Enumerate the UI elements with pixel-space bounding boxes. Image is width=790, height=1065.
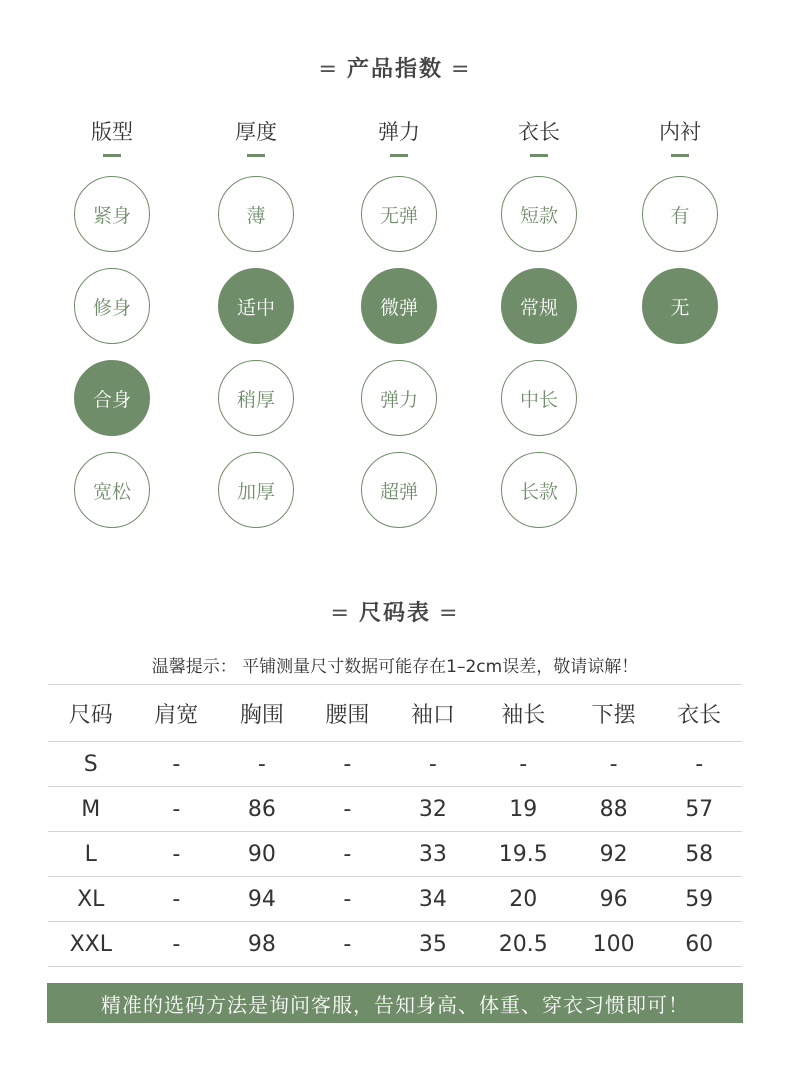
option-circle: 有	[642, 176, 718, 252]
size-table-header-cell: 袖长	[476, 685, 571, 742]
size-value-cell: 100	[571, 922, 657, 967]
size-value-cell: 58	[656, 832, 742, 877]
size-chart-title-text: 尺码表	[358, 601, 431, 626]
size-value-cell: 88	[571, 787, 657, 832]
sizing-advice-banner: 精准的选码方法是询问客服，告知身高、体重、穿衣习惯即可！	[47, 983, 743, 1023]
product-index-column	[359, 118, 439, 503]
table-row	[48, 877, 742, 922]
product-index-title-text: 产品指数	[346, 57, 443, 82]
product-index-column	[72, 118, 152, 503]
option-circle: 超弹	[361, 452, 437, 528]
size-label-cell: S	[48, 742, 134, 787]
option-circle: 薄	[218, 176, 294, 252]
size-value-cell: -	[134, 832, 220, 877]
column-heading: 衣长	[518, 120, 560, 144]
size-table-header	[48, 685, 742, 742]
size-table-header-cell: 袖口	[390, 685, 476, 742]
option-circle-selected: 微弹	[361, 268, 437, 344]
column-underline	[103, 154, 121, 157]
size-value-cell: 32	[390, 787, 476, 832]
option-circle: 中长	[501, 360, 577, 436]
product-index-column	[499, 118, 579, 503]
size-table-header-cell: 下摆	[571, 685, 657, 742]
size-value-cell: 98	[219, 922, 305, 967]
size-value-cell: 96	[571, 877, 657, 922]
size-value-cell: -	[390, 742, 476, 787]
option-circle-selected: 无	[642, 268, 718, 344]
size-value-cell: 20	[476, 877, 571, 922]
table-row	[48, 742, 742, 787]
table-row	[48, 922, 742, 967]
size-value-cell: -	[219, 742, 305, 787]
size-value-cell: -	[305, 787, 391, 832]
size-value-cell: -	[656, 742, 742, 787]
product-index-title	[0, 52, 790, 83]
size-value-cell: 94	[219, 877, 305, 922]
size-value-cell: 35	[390, 922, 476, 967]
option-circle: 修身	[74, 268, 150, 344]
size-table-header-cell: 尺码	[48, 685, 134, 742]
column-underline	[530, 154, 548, 157]
size-value-cell: -	[134, 787, 220, 832]
size-value-cell: -	[134, 742, 220, 787]
size-table-header-cell: 胸围	[219, 685, 305, 742]
title-deco-left: =	[330, 601, 351, 626]
option-circle-selected: 合身	[74, 360, 150, 436]
option-circle: 长款	[501, 452, 577, 528]
size-value-cell: -	[134, 922, 220, 967]
size-value-cell: 19.5	[476, 832, 571, 877]
size-value-cell: 20.5	[476, 922, 571, 967]
option-circle: 宽松	[74, 452, 150, 528]
size-value-cell: 92	[571, 832, 657, 877]
title-deco-left: =	[318, 57, 339, 82]
size-value-cell: 86	[219, 787, 305, 832]
size-value-cell: 33	[390, 832, 476, 877]
size-value-cell: 57	[656, 787, 742, 832]
column-underline	[390, 154, 408, 157]
size-value-cell: -	[571, 742, 657, 787]
column-heading: 厚度	[235, 120, 277, 144]
size-label-cell: L	[48, 832, 134, 877]
option-circle: 加厚	[218, 452, 294, 528]
product-index-column	[216, 118, 296, 503]
option-circle: 紧身	[74, 176, 150, 252]
size-value-cell: -	[476, 742, 571, 787]
table-row	[48, 832, 742, 877]
option-circle: 弹力	[361, 360, 437, 436]
column-heading: 弹力	[378, 120, 420, 144]
product-index-column	[640, 118, 720, 319]
size-value-cell: -	[305, 742, 391, 787]
size-table-header-cell: 肩宽	[134, 685, 220, 742]
option-circle: 无弹	[361, 176, 437, 252]
size-value-cell: 19	[476, 787, 571, 832]
option-circle-selected: 常规	[501, 268, 577, 344]
size-value-cell: -	[134, 877, 220, 922]
measurement-note: 温馨提示： 平铺测量尺寸数据可能存在1–2cm误差，敬请谅解！	[151, 657, 639, 677]
size-value-cell: -	[305, 922, 391, 967]
size-table	[48, 684, 742, 967]
size-table-body	[48, 742, 742, 967]
size-value-cell: 34	[390, 877, 476, 922]
size-chart-title	[0, 596, 790, 627]
size-table-header-cell: 腰围	[305, 685, 391, 742]
size-label-cell: XL	[48, 877, 134, 922]
option-circle-selected: 适中	[218, 268, 294, 344]
size-table-header-cell: 衣长	[656, 685, 742, 742]
title-deco-right: =	[451, 57, 472, 82]
column-underline	[671, 154, 689, 157]
size-label-cell: M	[48, 787, 134, 832]
size-label-cell: XXL	[48, 922, 134, 967]
column-underline	[247, 154, 265, 157]
table-row	[48, 787, 742, 832]
column-heading: 版型	[91, 120, 133, 144]
size-value-cell: -	[305, 877, 391, 922]
title-deco-right: =	[439, 601, 460, 626]
option-circle: 稍厚	[218, 360, 294, 436]
size-value-cell: 90	[219, 832, 305, 877]
column-heading: 内衬	[659, 120, 701, 144]
size-value-cell: -	[305, 832, 391, 877]
size-value-cell: 60	[656, 922, 742, 967]
option-circle: 短款	[501, 176, 577, 252]
size-value-cell: 59	[656, 877, 742, 922]
